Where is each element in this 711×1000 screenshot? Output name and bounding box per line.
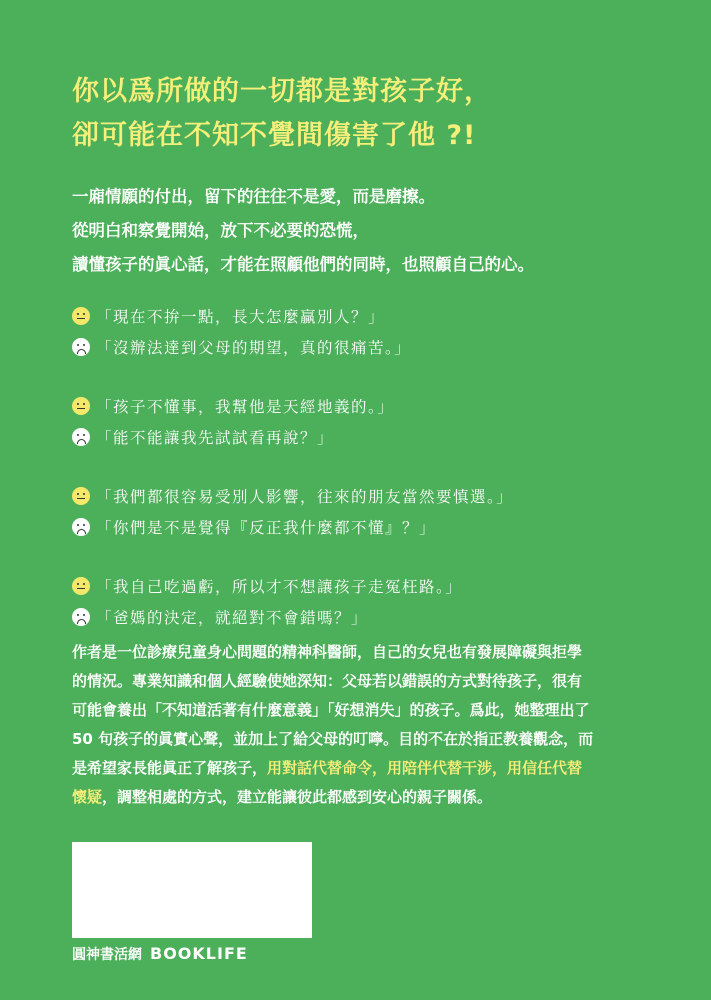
barcode-area bbox=[72, 842, 312, 938]
sad-face-icon bbox=[72, 608, 90, 626]
neutral-face-icon bbox=[72, 307, 90, 325]
parent-quote bbox=[72, 390, 672, 421]
description-line-3: 可能會養出「不知道活著有什麼意義」「好想消失」的孩子。爲此，她整理出了 bbox=[72, 701, 590, 719]
child-quote bbox=[72, 421, 672, 452]
description-line-2: 的情況。專業知識和個人經驗使她深知：父母若以錯誤的方式對待孩子，很有 bbox=[72, 672, 583, 690]
neutral-face-icon bbox=[72, 397, 90, 415]
headline-line-2: 卻可能在不知不覺間傷害了他 ?! bbox=[72, 120, 477, 151]
child-quote-text: 「沒辦法達到父母的期望，真的很痛苦。」 bbox=[96, 338, 412, 357]
quote-pair bbox=[72, 390, 672, 452]
description-line-1: 作者是一位診療兒童身心問題的精神科醫師，自己的女兒也有發展障礙與拒學 bbox=[72, 643, 583, 661]
parent-quote bbox=[72, 570, 672, 601]
publisher-logo bbox=[72, 944, 248, 964]
intro-paragraph bbox=[72, 180, 672, 282]
headline bbox=[72, 70, 672, 158]
quote-pair bbox=[72, 300, 672, 362]
parent-quote-text: 「我自己吃過虧，所以才不想讓孩子走冤枉路。」 bbox=[96, 577, 463, 596]
child-quote bbox=[72, 601, 672, 632]
parent-quote-text: 「孩子不懂事，我幫他是天經地義的。」 bbox=[96, 397, 395, 416]
quote-pair bbox=[72, 570, 672, 632]
sad-face-icon bbox=[72, 518, 90, 536]
sad-face-icon bbox=[72, 338, 90, 356]
publisher-name: 圓神書活網 bbox=[72, 947, 142, 963]
description-line-5 bbox=[72, 754, 642, 783]
parent-quote-text: 「現在不拚一點，長大怎麼贏別人？」 bbox=[96, 307, 386, 326]
child-quote-text: 「能不能讓我先試試看再說？」 bbox=[96, 428, 335, 447]
intro-line-2: 從明白和察覺開始，放下不必要的恐慌， bbox=[72, 221, 369, 240]
neutral-face-icon bbox=[72, 487, 90, 505]
description-line-5-text: 是希望家長能眞正了解孩子， bbox=[72, 759, 268, 777]
child-quote-text: 「爸媽的決定，就絕對不會錯嗎？」 bbox=[96, 608, 369, 627]
neutral-face-icon bbox=[72, 577, 90, 595]
quote-list bbox=[72, 300, 672, 660]
description-line-6 bbox=[72, 783, 642, 812]
child-quote-text: 「你們是不是覺得『反正我什麼都不懂』？」 bbox=[96, 518, 437, 537]
description-line-4: 50 句孩子的眞實心聲，並加上了給父母的叮嚀。目的不在於指正教養觀念，而 bbox=[72, 730, 594, 748]
description-line-6-text: ，調整相處的方式，建立能讓彼此都感到安心的親子關係。 bbox=[102, 788, 493, 806]
intro-line-3: 讀懂孩子的眞心話，才能在照顧他們的同時，也照顧自己的心。 bbox=[72, 255, 534, 274]
parent-quote bbox=[72, 480, 672, 511]
highlight-text: 懷疑 bbox=[72, 788, 103, 806]
parent-quote bbox=[72, 300, 672, 331]
child-quote bbox=[72, 511, 672, 542]
parent-quote-text: 「我們都很容易受別人影響，往來的朋友當然要慎選。」 bbox=[96, 487, 514, 506]
intro-line-1: 一廂情願的付出，留下的往往不是愛，而是磨擦。 bbox=[72, 187, 435, 206]
headline-line-1: 你以爲所做的一切都是對孩子好， bbox=[72, 76, 492, 107]
quote-pair bbox=[72, 480, 672, 542]
description-paragraph bbox=[72, 638, 642, 812]
publisher-brand: BOOKLIFE bbox=[150, 944, 248, 963]
child-quote bbox=[72, 331, 672, 362]
highlight-text: 用對話代替命令，用陪伴代替干涉，用信任代替 bbox=[267, 759, 583, 777]
sad-face-icon bbox=[72, 428, 90, 446]
